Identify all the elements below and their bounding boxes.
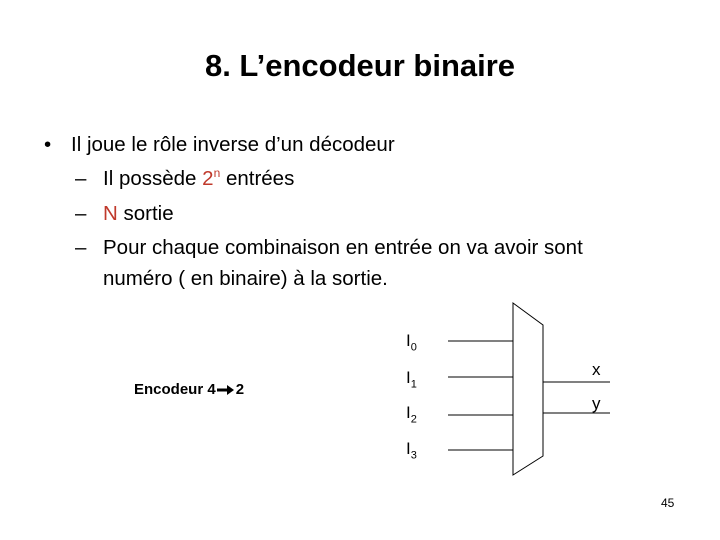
bullet-text: Il joue le rôle inverse d’un décodeur — [71, 133, 395, 156]
encoder-label-post: 2 — [235, 381, 245, 398]
page-number: 45 — [661, 496, 675, 510]
sub-item-inputs-exponent: n — [213, 166, 221, 181]
sub-item-combination-line1: Pour chaque combinaison en entrée on va avoir sont — [103, 236, 583, 259]
encoder-label-pre: Encodeur 4 — [134, 381, 216, 398]
sub-item-outputs-post: sortie — [117, 202, 174, 225]
sub-item-inputs-base: 2 — [202, 167, 214, 190]
bullet-marker: • — [44, 133, 52, 156]
dash-marker: – — [75, 167, 87, 190]
sub-item-inputs-post: entrées — [220, 167, 295, 190]
sub-item-combination-line2: numéro ( en binaire) à la sortie. — [103, 267, 388, 290]
input-label-i3: $I_3$ — [406, 439, 417, 462]
dash-marker: – — [75, 236, 87, 259]
output-label-y: y — [592, 394, 601, 413]
dash-marker: – — [75, 202, 87, 225]
input-label-i2: $I_2$ — [406, 403, 417, 426]
sub-item-inputs-pre: Il possède — [103, 167, 203, 190]
input-label-i1: $I_1$ — [406, 368, 417, 391]
slide-title: 8. L’encodeur binaire — [204, 48, 516, 83]
sub-item-outputs-n: N — [103, 202, 118, 225]
encoder-block — [513, 303, 543, 475]
output-label-x: x — [592, 360, 601, 379]
input-label-i0: $I_0$ — [406, 331, 417, 354]
